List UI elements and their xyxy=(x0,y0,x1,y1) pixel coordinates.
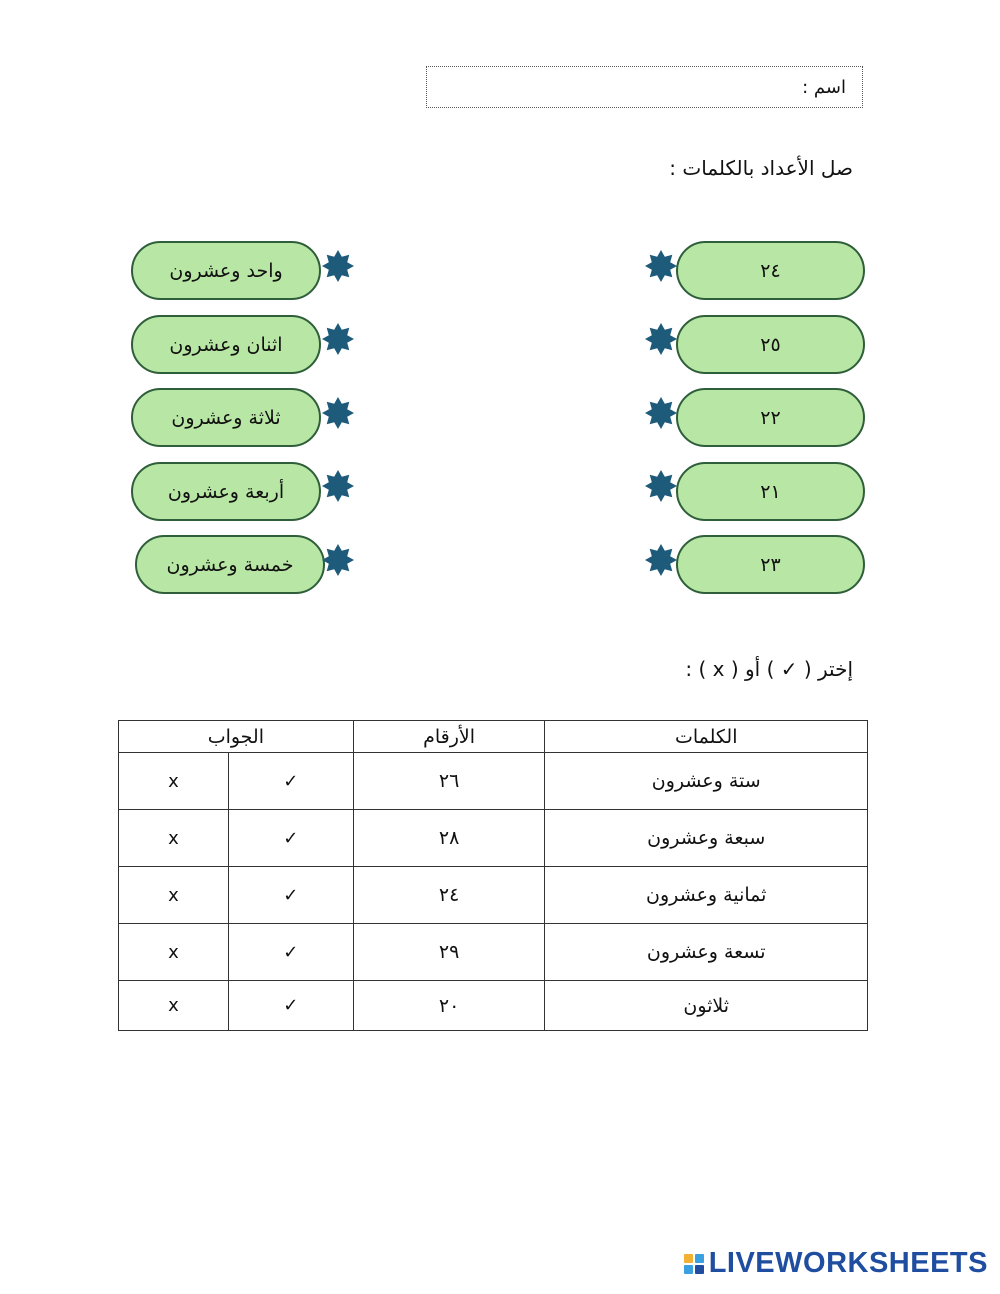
check-option[interactable]: ✓ xyxy=(228,810,353,867)
table-row xyxy=(119,810,868,867)
row-number: ٢٨ xyxy=(353,810,545,867)
number-connector-star-icon[interactable] xyxy=(643,395,679,431)
logo-text: LIVEWORKSHEETS xyxy=(708,1247,988,1279)
row-word: سبعة وعشرون xyxy=(545,810,868,867)
table-header-row xyxy=(119,721,868,753)
header-answer: الجواب xyxy=(119,721,354,753)
row-number: ٢٩ xyxy=(353,924,545,981)
name-field[interactable] xyxy=(426,66,863,108)
number-pill-1[interactable]: ٢٤ xyxy=(676,241,865,300)
answer-table xyxy=(118,720,868,1031)
word-connector-star-icon[interactable] xyxy=(320,542,356,578)
number-pill-5[interactable]: ٢٣ xyxy=(676,535,865,594)
row-word: ستة وعشرون xyxy=(545,753,868,810)
liveworksheets-logo xyxy=(683,1247,988,1280)
number-connector-star-icon[interactable] xyxy=(643,248,679,284)
number-connector-star-icon[interactable] xyxy=(643,468,679,504)
matching-instruction: صل الأعداد بالكلمات : xyxy=(669,156,853,180)
word-connector-star-icon[interactable] xyxy=(320,321,356,357)
row-word: ثلاثون xyxy=(545,981,868,1031)
cross-option[interactable]: x xyxy=(119,810,229,867)
check-option[interactable]: ✓ xyxy=(228,867,353,924)
word-connector-star-icon[interactable] xyxy=(320,248,356,284)
cross-option[interactable]: x xyxy=(119,867,229,924)
table-row xyxy=(119,867,868,924)
cross-option[interactable]: x xyxy=(119,924,229,981)
row-word: تسعة وعشرون xyxy=(545,924,868,981)
logo-grid-icon xyxy=(683,1253,705,1275)
table-row xyxy=(119,981,868,1031)
header-words: الكلمات xyxy=(545,721,868,753)
check-option[interactable]: ✓ xyxy=(228,753,353,810)
number-connector-star-icon[interactable] xyxy=(643,542,679,578)
choose-instruction: إختر ( ✓ ) أو ( x ) : xyxy=(685,657,853,681)
number-connector-star-icon[interactable] xyxy=(643,321,679,357)
number-pill-3[interactable]: ٢٢ xyxy=(676,388,865,447)
check-option[interactable]: ✓ xyxy=(228,924,353,981)
check-option[interactable]: ✓ xyxy=(228,981,353,1031)
row-number: ٢٤ xyxy=(353,867,545,924)
word-pill-2[interactable]: اثنان وعشرون xyxy=(131,315,321,374)
word-pill-3[interactable]: ثلاثة وعشرون xyxy=(131,388,321,447)
word-pill-1[interactable]: واحد وعشرون xyxy=(131,241,321,300)
row-number: ٢٦ xyxy=(353,753,545,810)
table-row xyxy=(119,924,868,981)
header-numbers: الأرقام xyxy=(353,721,545,753)
word-connector-star-icon[interactable] xyxy=(320,468,356,504)
row-number: ٢٠ xyxy=(353,981,545,1031)
word-connector-star-icon[interactable] xyxy=(320,395,356,431)
number-pill-4[interactable]: ٢١ xyxy=(676,462,865,521)
word-pill-5[interactable]: خمسة وعشرون xyxy=(135,535,325,594)
name-label: اسم : xyxy=(802,77,846,98)
word-pill-4[interactable]: أربعة وعشرون xyxy=(131,462,321,521)
row-word: ثمانية وعشرون xyxy=(545,867,868,924)
cross-option[interactable]: x xyxy=(119,753,229,810)
number-pill-2[interactable]: ٢٥ xyxy=(676,315,865,374)
table-row xyxy=(119,753,868,810)
cross-option[interactable]: x xyxy=(119,981,229,1031)
